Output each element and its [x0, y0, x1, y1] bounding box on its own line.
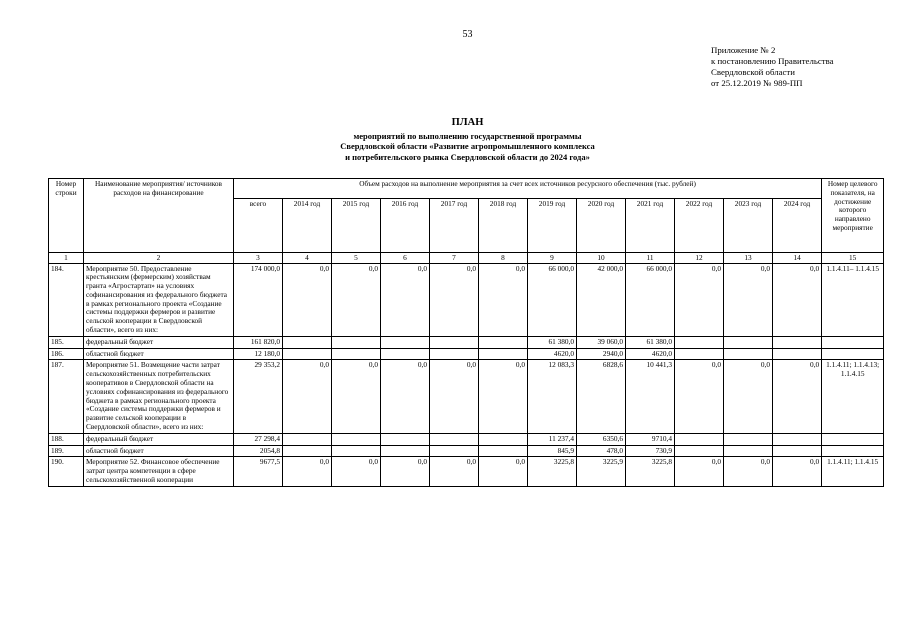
row-year-value [283, 445, 332, 457]
header-year: 2016 год [381, 199, 430, 253]
row-indicator [822, 445, 884, 457]
row-year-value: 9710,4 [626, 433, 675, 445]
subtitle-line-2: Свердловской области «Развитие агропромышленного комплекса [340, 141, 595, 152]
row-year-value [724, 336, 773, 348]
row-year-value [332, 445, 381, 457]
column-index: 4 [283, 253, 332, 264]
column-index: 12 [675, 253, 724, 264]
row-year-value [381, 445, 430, 457]
row-year-value [724, 445, 773, 457]
row-name: областной бюджет [84, 445, 234, 457]
column-index: 14 [773, 253, 822, 264]
header-year: 2015 год [332, 199, 381, 253]
row-year-value: 0,0 [430, 263, 479, 336]
header-name: Наименование мероприятия/ источников расходов на финансирование [84, 179, 234, 253]
row-indicator [822, 336, 884, 348]
row-name: Мероприятие 51. Возмещение части затрат сельскохозяйственных потребительских кооперативов в Свердловской области на условиях софинансирования из федерального бюджета в рамках регионального проекта «Создание системы поддержки фермеров и развитие сельской кооперации в Свердловской области», всего из них: [84, 360, 234, 433]
row-year-value: 845,9 [528, 445, 577, 457]
row-year-value: 6350,6 [577, 433, 626, 445]
header-year: 2014 год [283, 199, 332, 253]
row-total: 9677,5 [234, 457, 283, 486]
row-total: 161 820,0 [234, 336, 283, 348]
row-year-value: 3225,8 [528, 457, 577, 486]
header-year: 2024 год [773, 199, 822, 253]
row-year-value: 0,0 [430, 360, 479, 433]
row-total: 29 353,2 [234, 360, 283, 433]
row-number: 184. [49, 263, 84, 336]
row-indicator: 1.1.4.11; 1.1.4.13; 1.1.4.15 [822, 360, 884, 433]
appendix-line-3: Свердловской области [711, 67, 795, 77]
row-year-value [675, 445, 724, 457]
column-index: 6 [381, 253, 430, 264]
row-year-value [479, 433, 528, 445]
row-year-value: 0,0 [381, 360, 430, 433]
row-year-value [430, 348, 479, 360]
row-year-value [283, 433, 332, 445]
row-year-value [675, 433, 724, 445]
row-year-value: 61 380,0 [626, 336, 675, 348]
row-year-value [430, 433, 479, 445]
appendix-line-4: от 25.12.2019 № 989-ПП [711, 78, 803, 88]
header-year: 2023 год [724, 199, 773, 253]
row-year-value: 0,0 [773, 360, 822, 433]
row-year-value [675, 336, 724, 348]
subtitle-line-1: мероприятий по выполнению государственной программы [353, 131, 582, 141]
header-volume: Объем расходов на выполнение мероприятия за счет всех источников ресурсного обеспечения (тыс. рублей) [234, 179, 822, 199]
column-index: 7 [430, 253, 479, 264]
column-index: 5 [332, 253, 381, 264]
row-name: Мероприятие 50. Предоставление крестьянским (фермерским) хозяйствам гранта «Агростартап» на условиях софинансирования из федерального бюджета в рамках регионального проекта «Создание системы поддержки фермеров и развитие сельской кооперации в Свердловской области», всего из них: [84, 263, 234, 336]
row-number: 189. [49, 445, 84, 457]
column-index: 10 [577, 253, 626, 264]
row-year-value [381, 336, 430, 348]
table-row [49, 336, 884, 348]
row-year-value: 0,0 [724, 457, 773, 486]
row-indicator [822, 348, 884, 360]
row-year-value [724, 433, 773, 445]
plan-table [48, 178, 884, 487]
row-year-value [283, 348, 332, 360]
row-year-value: 0,0 [283, 457, 332, 486]
row-year-value: 11 237,4 [528, 433, 577, 445]
column-index: 3 [234, 253, 283, 264]
row-year-value: 4620,0 [528, 348, 577, 360]
column-index-row [49, 253, 884, 264]
row-year-value [283, 336, 332, 348]
plan-table-body [49, 263, 884, 486]
row-year-value [381, 433, 430, 445]
row-indicator [822, 433, 884, 445]
header-indicator: Номер целевого показателя, на достижение которого направлено мероприятие [822, 179, 884, 253]
document-title: ПЛАН [451, 117, 484, 128]
row-number: 190. [49, 457, 84, 486]
header-year: 2022 год [675, 199, 724, 253]
row-year-value: 0,0 [479, 360, 528, 433]
row-year-value [332, 336, 381, 348]
row-year-value: 3225,9 [577, 457, 626, 486]
row-indicator: 1.1.4.11; 1.1.4.15 [822, 457, 884, 486]
row-year-value [773, 348, 822, 360]
row-year-value: 0,0 [332, 457, 381, 486]
row-year-value: 39 060,0 [577, 336, 626, 348]
row-year-value [332, 348, 381, 360]
row-year-value [430, 445, 479, 457]
row-year-value: 0,0 [773, 263, 822, 336]
header-row-number: Номер строки [49, 179, 84, 253]
row-year-value: 0,0 [675, 457, 724, 486]
row-year-value [675, 348, 724, 360]
row-total: 174 000,0 [234, 263, 283, 336]
row-year-value [479, 445, 528, 457]
column-index: 15 [822, 253, 884, 264]
page-number: 53 [462, 29, 473, 40]
row-number: 185. [49, 336, 84, 348]
header-year: 2017 год [430, 199, 479, 253]
row-year-value: 0,0 [724, 263, 773, 336]
row-year-value: 0,0 [479, 457, 528, 486]
column-index: 1 [49, 253, 84, 264]
row-year-value: 66 000,0 [626, 263, 675, 336]
column-index: 11 [626, 253, 675, 264]
row-year-value [479, 336, 528, 348]
row-year-value [773, 336, 822, 348]
row-year-value: 0,0 [724, 360, 773, 433]
row-year-value: 0,0 [430, 457, 479, 486]
row-year-value [773, 445, 822, 457]
table-row [49, 457, 884, 486]
row-year-value: 0,0 [283, 360, 332, 433]
table-row [49, 433, 884, 445]
column-index: 8 [479, 253, 528, 264]
row-year-value: 12 083,3 [528, 360, 577, 433]
appendix-block [711, 45, 834, 89]
row-total: 12 180,0 [234, 348, 283, 360]
row-year-value [430, 336, 479, 348]
row-year-value [773, 433, 822, 445]
row-year-value: 0,0 [479, 263, 528, 336]
row-year-value: 0,0 [381, 457, 430, 486]
row-year-value [479, 348, 528, 360]
column-index: 2 [84, 253, 234, 264]
header-year: 2021 год [626, 199, 675, 253]
column-index: 9 [528, 253, 577, 264]
row-year-value: 6828,6 [577, 360, 626, 433]
row-name: федеральный бюджет [84, 336, 234, 348]
row-year-value: 0,0 [332, 263, 381, 336]
header-year: 2018 год [479, 199, 528, 253]
row-year-value: 730,9 [626, 445, 675, 457]
row-year-value: 42 000,0 [577, 263, 626, 336]
row-total: 2054,8 [234, 445, 283, 457]
row-year-value: 478,0 [577, 445, 626, 457]
row-year-value [332, 433, 381, 445]
header-year: 2020 год [577, 199, 626, 253]
appendix-line-2: к постановлению Правительства [711, 56, 834, 66]
table-row [49, 360, 884, 433]
appendix-line-1: Приложение № 2 [711, 45, 776, 55]
header-total: всего [234, 199, 283, 253]
row-name: Мероприятие 52. Финансовое обеспечение затрат центра компетенции в сфере сельскохозяйственной кооперации [84, 457, 234, 486]
row-year-value: 66 000,0 [528, 263, 577, 336]
row-year-value [724, 348, 773, 360]
row-name: областной бюджет [84, 348, 234, 360]
row-name: федеральный бюджет [84, 433, 234, 445]
row-year-value: 3225,8 [626, 457, 675, 486]
column-index: 13 [724, 253, 773, 264]
row-year-value: 61 380,0 [528, 336, 577, 348]
row-year-value: 0,0 [773, 457, 822, 486]
row-indicator: 1.1.4.11– 1.1.4.15 [822, 263, 884, 336]
table-row [49, 445, 884, 457]
row-number: 188. [49, 433, 84, 445]
row-year-value: 0,0 [675, 360, 724, 433]
subtitle-line-3: и потребительского рынка Свердловской области до 2024 года» [345, 151, 590, 162]
table-row [49, 348, 884, 360]
document-subtitle [0, 131, 905, 162]
header-year: 2019 год [528, 199, 577, 253]
row-year-value [381, 348, 430, 360]
row-year-value: 0,0 [381, 263, 430, 336]
row-year-value: 0,0 [283, 263, 332, 336]
row-number: 187. [49, 360, 84, 433]
row-year-value: 0,0 [332, 360, 381, 433]
row-year-value: 4620,0 [626, 348, 675, 360]
row-total: 27 298,4 [234, 433, 283, 445]
row-year-value: 10 441,3 [626, 360, 675, 433]
row-number: 186. [49, 348, 84, 360]
row-year-value: 2940,0 [577, 348, 626, 360]
table-row [49, 263, 884, 336]
row-year-value: 0,0 [675, 263, 724, 336]
